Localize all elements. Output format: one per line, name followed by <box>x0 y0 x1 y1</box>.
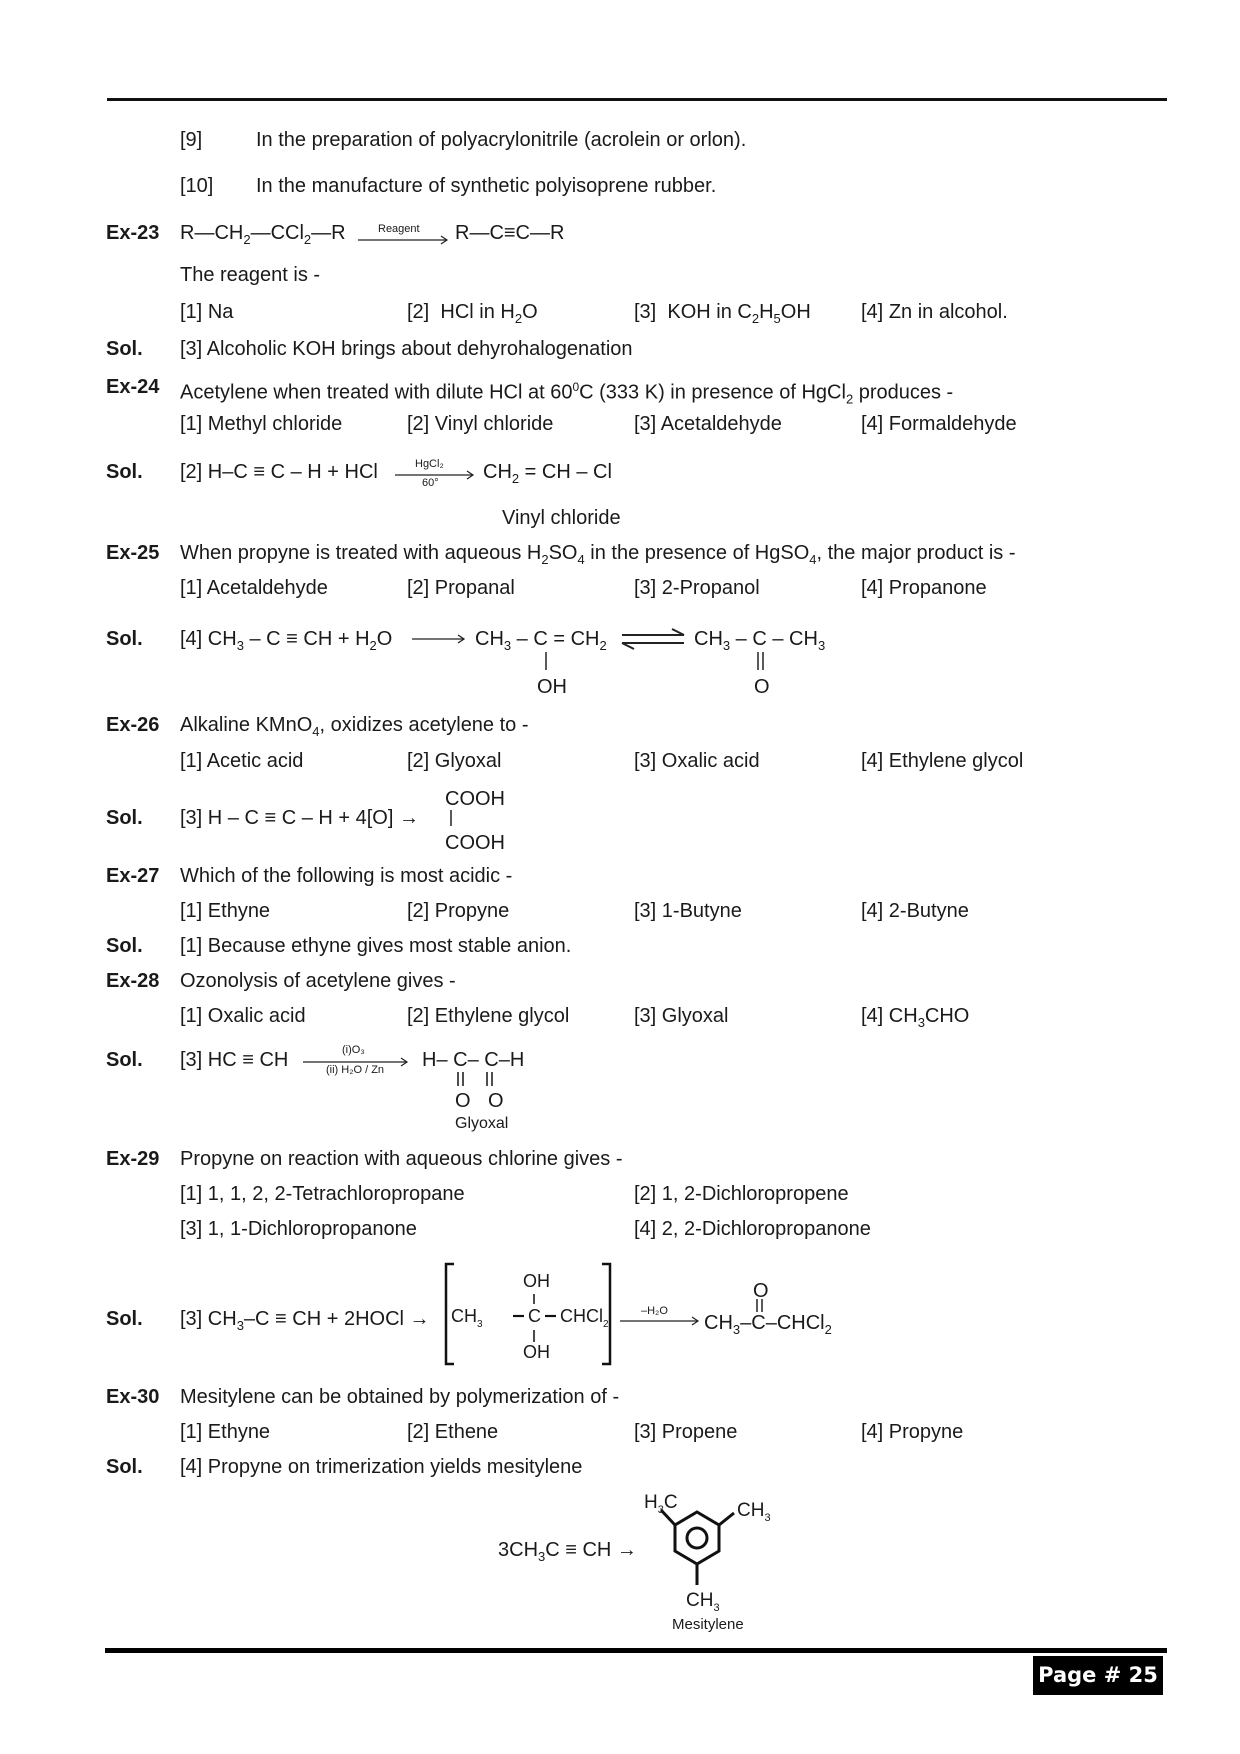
subscript: 3 <box>732 1322 741 1337</box>
text-part: – C – CH <box>730 628 818 650</box>
option: [2] Propyne <box>407 900 510 922</box>
formula-part: —CCl <box>250 222 304 244</box>
subscript: 3 <box>538 1549 546 1564</box>
text-part: CH <box>704 1312 733 1334</box>
text-part: CH <box>737 1500 765 1521</box>
double-bond-icon <box>456 1072 496 1088</box>
example-label: Ex-23 <box>106 222 160 244</box>
reaction-arrow-icon <box>412 635 468 645</box>
option: [2] Vinyl chloride <box>407 413 554 435</box>
reaction-arrow-icon <box>303 1058 411 1068</box>
methyl-group <box>686 1590 720 1612</box>
example-label: Ex-26 <box>106 714 160 736</box>
subscript: 3 <box>722 638 731 653</box>
text-part: Alkaline KMnO <box>180 714 313 736</box>
text-part: CH <box>475 628 504 650</box>
subscript: 2 <box>599 638 607 653</box>
solution-label: Sol. <box>106 807 143 829</box>
example-label: Ex-27 <box>106 865 160 887</box>
arrow-label-bottom: (ii) H₂O / Zn <box>326 1064 385 1076</box>
option: [3] 1, 1-Dichloropropanone <box>180 1218 417 1240</box>
option: [2] Ethylene glycol <box>407 1005 570 1027</box>
question-text: Which of the following is most acidic - <box>180 865 513 887</box>
example-label: Ex-30 <box>106 1386 160 1408</box>
solution-text: [3] Alcoholic KOH brings about dehyrohalogenation <box>180 338 633 360</box>
reaction-arrow-icon <box>395 471 477 481</box>
subscript: 2 <box>369 638 377 653</box>
option: [3] Acetaldehyde <box>634 413 782 435</box>
option: [3] Propene <box>634 1421 738 1443</box>
option: [1] 1, 1, 2, 2-Tetrachloropropane <box>180 1183 465 1205</box>
hydroxyl-group: OH <box>523 1342 550 1362</box>
subscript: 3 <box>764 1512 771 1524</box>
text-part: – C = CH <box>511 628 600 650</box>
option: [1] Oxalic acid <box>180 1005 306 1027</box>
arrow-label-bottom: 60° <box>422 477 439 489</box>
example-label: Ex-25 <box>106 542 160 564</box>
inter-dichloromethyl <box>560 1306 609 1330</box>
solution-label: Sol. <box>106 628 143 650</box>
option-number: [3] <box>634 301 657 323</box>
footer-rule <box>105 1648 1167 1653</box>
double-bond-icon <box>756 1299 764 1313</box>
text-part: –C ≡ CH + 2HOCl → <box>243 1308 430 1330</box>
subscript: 2 <box>511 471 520 486</box>
carboxyl-group: COOH <box>445 788 505 810</box>
solution-reactants <box>180 1307 430 1331</box>
hydroxyl-group: OH <box>537 676 567 698</box>
question-text <box>180 375 953 405</box>
subscript: 4 <box>809 552 817 567</box>
item-text: In the preparation of polyacrylonitrile (acrolein or orlon). <box>256 129 747 151</box>
text-part: CH <box>686 1590 714 1611</box>
option-text: Na <box>207 301 234 323</box>
example-label: Ex-29 <box>106 1148 160 1170</box>
option: [3] Glyoxal <box>634 1005 729 1027</box>
option: [1] Ethyne <box>180 900 271 922</box>
option: [4] Formaldehyde <box>861 413 1017 435</box>
solution-reactants: [3] H – C ≡ C – H + 4[O] → <box>180 807 419 829</box>
text-part: C (333 K) in presence of HgCl <box>579 381 846 404</box>
arrow-label-top: (i)O₃ <box>342 1044 365 1056</box>
formula-part: —R <box>311 222 346 244</box>
carbonyl-oxygen: O <box>488 1090 504 1112</box>
text-part: , the major product is - <box>816 542 1016 564</box>
arrow-label-top: HgCl₂ <box>415 458 444 470</box>
subscript: 3 <box>713 1602 720 1614</box>
text-part: = CH – Cl <box>519 461 612 483</box>
inter-methyl <box>451 1306 483 1330</box>
single-bond-icon <box>450 810 454 828</box>
carboxyl-group: COOH <box>445 832 505 854</box>
text-part: , oxidizes acetylene to - <box>319 714 529 736</box>
solution-label: Sol. <box>106 1308 143 1330</box>
single-bond-icon <box>545 652 549 672</box>
option: [1] Acetaldehyde <box>180 577 328 599</box>
option: [3] 1-Butyne <box>634 900 742 922</box>
carbonyl-oxygen: O <box>753 1280 769 1302</box>
solution-reactants <box>180 627 392 651</box>
question-text: Propyne on reaction with aqueous chlorine gives - <box>180 1148 623 1170</box>
equilibrium-arrow-icon <box>620 629 686 651</box>
text-part: [3] CH <box>180 1308 237 1330</box>
formula-part: R—CH <box>180 222 244 244</box>
option: [3] 2-Propanol <box>634 577 760 599</box>
option: [4] 2, 2-Dichloropropanone <box>634 1218 871 1240</box>
subscript: 3 <box>817 638 826 653</box>
text-part: Acetylene when treated with dilute HCl at 60 <box>180 381 573 404</box>
subscript: 3 <box>236 638 244 653</box>
text-part: CH <box>483 461 512 483</box>
superscript: 0 <box>572 380 580 394</box>
page-number: Page # 25 <box>1033 1656 1163 1695</box>
option <box>634 300 811 324</box>
text-part: When propyne is treated with aqueous H <box>180 542 542 564</box>
subscript: 3 <box>917 1015 925 1030</box>
solution-reactants: [2] H–C ≡ C – H + HCl <box>180 461 378 483</box>
option: [1] Ethyne <box>180 1421 271 1443</box>
subscript: 3 <box>503 638 512 653</box>
text-part: C ≡ CH → <box>545 1539 637 1561</box>
option: [3] Oxalic acid <box>634 750 760 772</box>
item-text: In the manufacture of synthetic polyisoprene rubber. <box>256 175 717 197</box>
option-number: [1] <box>180 301 203 323</box>
option <box>180 300 233 324</box>
solution-label: Sol. <box>106 935 143 957</box>
question-text <box>180 713 529 737</box>
item-number: [10] <box>180 175 214 197</box>
reaction-arrow-icon <box>620 1317 702 1327</box>
option <box>407 300 538 324</box>
option <box>861 1004 969 1028</box>
option: [2] Ethene <box>407 1421 499 1443</box>
option: [2] 1, 2-Dichloropropene <box>634 1183 849 1205</box>
inter-carbon: C <box>528 1306 541 1326</box>
solution-reactants: [3] HC ≡ CH <box>180 1049 289 1071</box>
subscript: 5 <box>773 311 781 326</box>
text-part: –C–CHCl <box>740 1312 825 1334</box>
product-name: Vinyl chloride <box>502 507 621 529</box>
text-part: [4] CH <box>861 1005 918 1027</box>
option-number: [4] <box>861 301 884 323</box>
hydroxyl-group: OH <box>523 1271 550 1291</box>
arrow-label: –H₂O <box>641 1305 668 1317</box>
subscript: 4 <box>312 724 320 739</box>
subscript: 4 <box>577 552 585 567</box>
product-formula <box>704 1311 832 1335</box>
text-part: O <box>376 628 393 650</box>
subscript: 3 <box>477 1319 483 1330</box>
question-text: Ozonolysis of acetylene gives - <box>180 970 456 992</box>
option-text: HCl in H <box>440 301 515 323</box>
example-label: Ex-28 <box>106 970 160 992</box>
option: [2] Glyoxal <box>407 750 502 772</box>
text-part: [4] CH <box>180 628 237 650</box>
text-part: in the presence of HgSO <box>584 542 810 564</box>
carbonyl-oxygen: O <box>455 1090 471 1112</box>
option-text: Zn in alcohol. <box>888 301 1008 323</box>
methyl-group <box>644 1492 678 1514</box>
solution-text: [4] Propyne on trimerization yields mesitylene <box>180 1456 583 1478</box>
solution-product <box>483 460 612 484</box>
option: [1] Methyl chloride <box>180 413 343 435</box>
carbonyl-oxygen: O <box>754 676 770 698</box>
subscript: 2 <box>845 391 854 407</box>
item-number: [9] <box>180 129 203 151</box>
subscript: 3 <box>657 1504 664 1516</box>
option-text: H <box>759 301 774 323</box>
product-name: Glyoxal <box>455 1115 509 1132</box>
subscript: 2 <box>514 311 523 326</box>
option: [4] Propyne <box>861 1421 964 1443</box>
text-part: 3CH <box>498 1539 539 1561</box>
example-label: Ex-24 <box>106 376 160 398</box>
option <box>861 300 1008 324</box>
solution-label: Sol. <box>106 1456 143 1478</box>
option: [4] Propanone <box>861 577 987 599</box>
text-part: C <box>663 1492 678 1513</box>
arrow-label: Reagent <box>378 223 420 235</box>
keto-formula <box>694 627 825 651</box>
glyoxal-formula: H– C– C–H <box>422 1049 525 1071</box>
subscript: 3 <box>236 1318 244 1333</box>
option-number: [2] <box>407 301 430 323</box>
subscript: 2 <box>541 552 549 567</box>
reaction-equation <box>180 221 346 245</box>
text-part: H <box>644 1492 658 1513</box>
reaction-arrow-icon <box>358 236 450 246</box>
text-part: CH <box>451 1306 477 1326</box>
subscript: 2 <box>603 1319 609 1330</box>
subscript: 2 <box>303 232 312 247</box>
text-part: – C ≡ CH + H <box>243 628 370 650</box>
methyl-group <box>737 1500 771 1522</box>
question-text: The reagent is - <box>180 264 321 286</box>
formula-product: R—C≡C—R <box>455 222 565 244</box>
text-part: CH <box>694 628 723 650</box>
solution-label: Sol. <box>106 1049 143 1071</box>
reactant-formula <box>498 1538 637 1562</box>
option: [2] Propanal <box>407 577 515 599</box>
subscript: 2 <box>751 311 760 326</box>
option: [1] Acetic acid <box>180 750 304 772</box>
text-part: CHO <box>924 1005 970 1027</box>
text-part: CHCl <box>560 1306 603 1326</box>
option: [4] Ethylene glycol <box>861 750 1024 772</box>
subscript: 2 <box>243 232 251 247</box>
question-text: Mesitylene can be obtained by polymerization of - <box>180 1386 620 1408</box>
option: [4] 2-Butyne <box>861 900 969 922</box>
text-part: produces - <box>853 381 954 404</box>
solution-text: [1] Because ethyne gives most stable anion. <box>180 935 572 957</box>
solution-label: Sol. <box>106 338 143 360</box>
subscript: 2 <box>824 1322 832 1337</box>
product-name: Mesitylene <box>672 1616 744 1633</box>
question-text <box>180 541 1015 565</box>
double-bond-icon <box>757 652 765 672</box>
option-text: O <box>522 301 538 323</box>
option-text: KOH in C <box>667 301 752 323</box>
option-text: OH <box>780 301 811 323</box>
text-part: SO <box>548 542 578 564</box>
enol-formula <box>475 627 607 651</box>
solution-label: Sol. <box>106 461 143 483</box>
header-rule <box>107 98 1167 101</box>
